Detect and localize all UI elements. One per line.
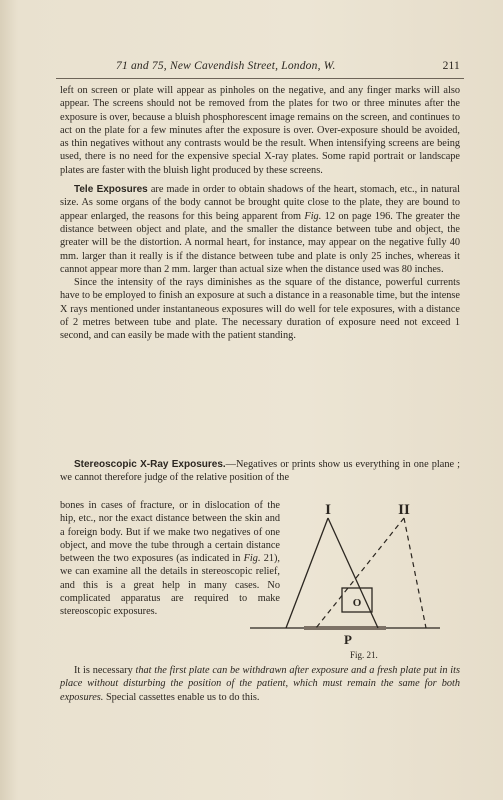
italic-emphasis: that the first plate can be withdrawn after exposure and a fresh plate put in its place without disturbing the position of the patient, which must remain the same for both exposures.: [60, 665, 460, 703]
figure-21: [244, 502, 444, 664]
tube-label-1: I: [325, 502, 331, 518]
paragraph-text: 12 on page 196. The greater the distance between object and plate, and the smaller the distance between tube and object, the greater will be the distortion. A normal heart, for instance, may appear on the negative fully 40 mm. larger than it really is if the distance between tube and plate is only 25 inches, whereas it cannot appear more than 2 mm. larger than actual size when the distance used was 80 inches.: [60, 210, 460, 275]
paragraph-1: left on screen or plate will appear as pinholes on the negative, and any finger marks will also appear. The screens should not be removed from the plates for two or three minutes after the exposure is over, because a bluish phosphorescent image remains on the screen, and continues to act on the plate for a few minutes after the exposure is over. Over-exposure should be avoided, as thin negatives without any contrasts would be the result. When intensifying screens are being used, there is no need for the expensive special X-ray plates. Some rapid portrait or landscape plates are faster with the bluish light produced by these screens.: [60, 85, 460, 176]
paragraph-text: bones in cases of fracture, or in dislocation of the hip, etc., nor the exact distance between the skin and a foreign body. But if we make two negatives of one object, and move the tube through a certain distance between the two exposures (as indicated in: [60, 500, 280, 565]
ray-line: [286, 518, 328, 628]
object-label: O: [352, 597, 362, 609]
paragraph-tele-exposures: [60, 183, 460, 276]
paragraph-text: Special cassettes enable us to do this.: [103, 691, 260, 703]
paragraph-text: are made in order to obtain shadows of the heart, stomach, etc., in natural size. As some organs of the body cannot be brought quite close to the plate, they are bound to appear enlarged, the reasons for this being apparent from: [60, 184, 460, 222]
section-heading-tele-exposures: Tele Exposures: [74, 184, 148, 196]
running-header: [60, 60, 460, 76]
plate-label: P: [344, 632, 352, 647]
page-number: 211: [442, 60, 460, 72]
stereoscopic-diagram: [244, 502, 444, 664]
section-heading-stereoscopic: Stereoscopic X-Ray Exposures.: [74, 459, 226, 470]
header-title: 71 and 75, New Cavendish Street, London, W.: [116, 60, 336, 72]
figure-reference: Fig.: [304, 210, 322, 222]
paragraph-text: It is necessary: [74, 665, 136, 676]
paragraph-text: —Negatives or prints show us everything in one plane ; we cannot therefore judge of the relative position of the: [60, 459, 460, 484]
header-rule: [56, 78, 464, 79]
tube-label-2: II: [398, 502, 410, 518]
figure-caption: Fig. 21.: [350, 650, 378, 660]
paragraph-text: 21), we can examine all the details in stereoscopic relief, and this is a great help in many cases. No complicated apparatus are required to make stereoscopic exposures.: [60, 553, 281, 618]
ray-dashed-line: [404, 518, 426, 628]
paragraph-stereoscopic-lead: [60, 458, 460, 485]
paragraph-intensity: Since the intensity of the rays diminishes as the square of the distance, powerful currents have to be employed to finish an exposure at such a distance in a reasonable time, but the intense X rays mentioned under instantaneous exposures will do well for tele exposures, with a distance of 2 metres between tube and plate. The necessary duration of exposure need not exceed 1 second, and can easily be made with the patient standing.: [60, 277, 460, 342]
figure-reference: Fig.: [243, 553, 261, 565]
paragraph-cassettes: [60, 664, 460, 704]
